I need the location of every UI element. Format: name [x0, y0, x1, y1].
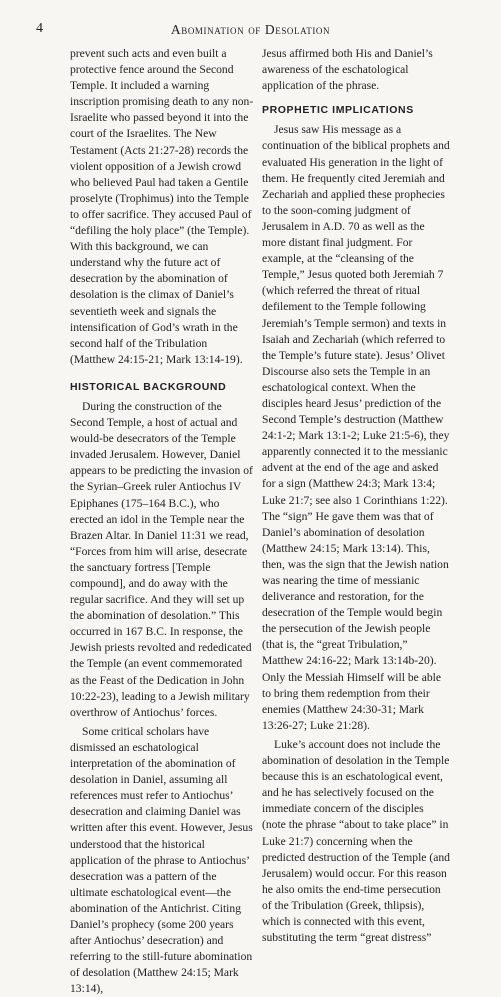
running-head: Abomination of Desolation	[170, 22, 331, 37]
paragraph: During the construction of the Second Temple, a host of actual and would-be desecrators of the Temple invaded Jerusalem. However, Daniel appears to be predicting the invasion of the Syrian–Greek ruler Antiochus IV Epiphanes (175–164 B.C.), who erected an idol in the Temple near the Brazen Altar. In Daniel 11:31 we read, “Forces from him will arise, desecrate the sanctuary fortress [Temple compound], and do away with the regular sacrifice. And they will set up the abomination of desolation.” This occurred in 167 B.C. In response, the Jewish priests revolted and rededicated the Temple (an event commemorated as the Feast of the Dedication in John 10:22-23), leading to a Jewish military overthrow of Antiochus’ forces.	[70, 399, 253, 719]
section-heading-prophetic-implications: PROPHETIC IMPLICATIONS	[262, 104, 414, 117]
section-heading-historical-background: HISTORICAL BACKGROUND	[70, 380, 227, 393]
paragraph: prevent such acts and even built a protective fence around the Second Temple. It included a warning inscription promising death to any non-Israelite who passed beyond it into the court of the Israelites. The New Testament (Acts 21:27-28) records the violent opposition of a Jewish crowd who believed Paul had taken a Gentile proselyte (Trophimus) into the Temple to offer sacrifice. They accused Paul of “defiling the holy place” (the Temple). With this background, we can understand why the future act of desecration by the abomination of desolation is the climax of Daniel’s seventieth week and signals the intensification of God’s wrath in the second half of the Tribulation (Matthew 24:15-21; Mark 13:14-19).	[70, 47, 254, 366]
paragraph: Jesus affirmed both His and Daniel’s awareness of the eschatological application of the phrase.	[262, 47, 433, 93]
paragraph: Jesus saw His message as a continuation of the biblical prophets and evaluated His generation in the light of them. He frequently cited Jeremiah and Zechariah and applied these prophecies to the soon-coming judgment of Jerusalem in A.D. 70 as well as the more distant final judgment. For example, at the “cleansing of the Temple,” Jesus quoted both Jeremiah 7 (which referred the threat of ritual defilement to the Temple following Jeremiah’s Temple sermon) and texts in Isaiah and Zechariah (which referred to the Temple’s future state). Jesus’ Olivet Discourse also sets the Temple in an eschatological context. When the disciples heard Jesus’ prediction of the Second Temple’s destruction (Matthew 24:1-2; Mark 13:1-2; Luke 21:5-6), they apparently connected it to the messianic advent at the end of the age and asked for a sign (Matthew 24:3; Mark 13:4; Luke 21:7; see also 1 Corinthians 1:22). The “sign” He gave them was that of Daniel’s abomination of desolation (Matthew 24:15; Mark 13:14). This, then, was the sign that the Jewish nation was nearing the time of messianic deliverance and restoration, for the desecration of the Temple would begin the persecution of the Jewish people (that is, the “great Tribulation,” Matthew 24:16-22; Mark 13:14b-20). Only the Messiah Himself will be able to bring them redemption from their enemies (Matthew 24:30-31; Mark 13:26-27; Luke 21:28).	[262, 123, 450, 732]
left-column	[70, 46, 254, 997]
paragraph: Some critical scholars have dismissed an eschatological interpretation of the abomination of desolation in Daniel, assuming all references must refer to Antiochus’ desecration and claiming Daniel was written after this event. However, Jesus understood that the historical application of the phrase to Antiochus’ desecration was a pattern of the ultimate eschatological event—the abomination of the Antichrist. Citing Daniel’s prophecy (some 200 years after Antiochus’ desecration) and referring to the still-future abomination of desolation (Matthew 24:15; Mark 13:14),	[70, 724, 253, 996]
page-number: 4	[36, 21, 43, 36]
right-column	[262, 46, 450, 946]
paragraph: Luke’s account does not include the abomination of desolation in the Temple because this is an eschatological event, and he has selectively focused on the immediate concern of the disciples (note the phrase “about to take place” in Luke 21:7) concerning when the predicted destruction of the Temple (and Jerusalem) would occur. For this reason he also omits the end-time persecution of the Tribulation (Greek, thlipsis), which is connected with this event, substituting the term “great distress”	[262, 737, 450, 945]
page-header	[0, 21, 501, 41]
